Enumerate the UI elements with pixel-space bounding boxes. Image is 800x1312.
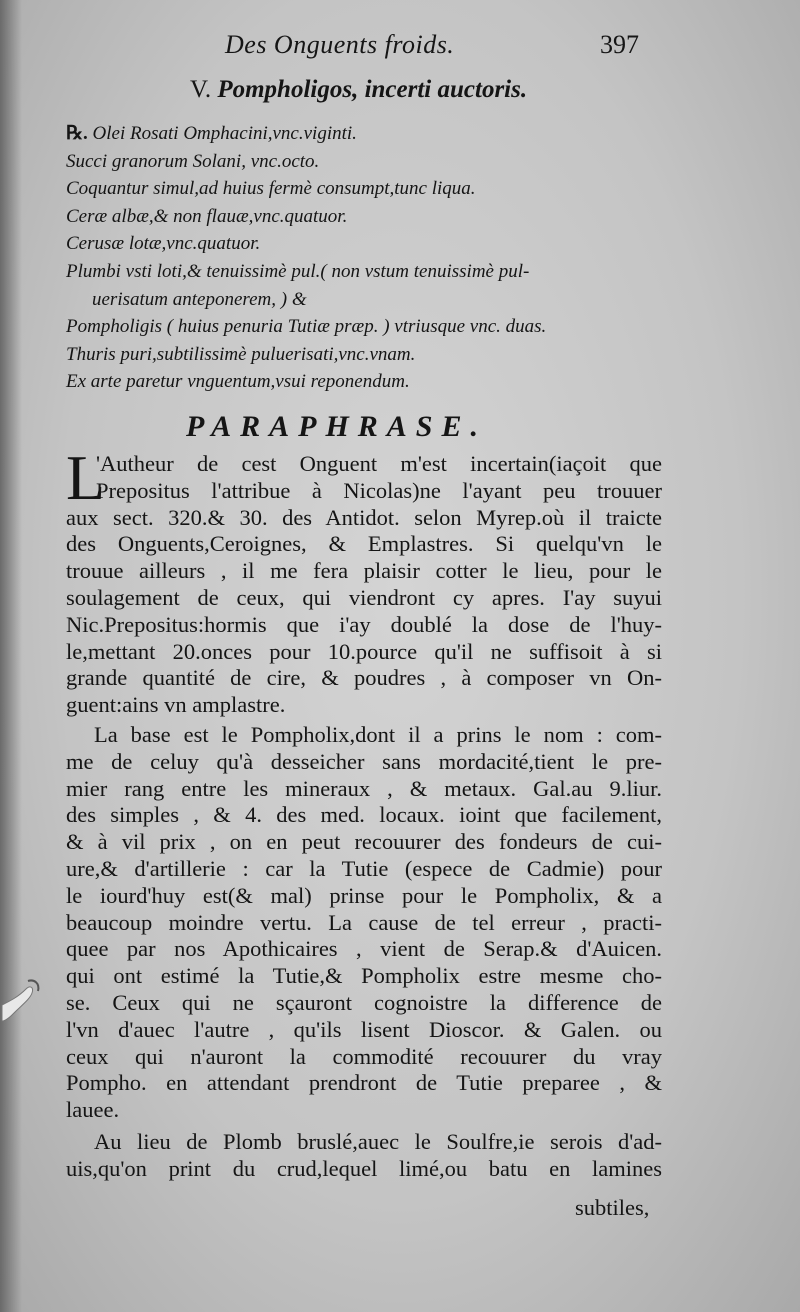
text-line: trouue ailleurs , il me fera plaisir cotter le lieu, pour le [66, 558, 662, 584]
paragraph-3 [66, 1129, 662, 1183]
text-line: le iourd'huy est(& mal) prinse pour le Pompholix, & a [66, 882, 662, 908]
text-line: beaucoup moindre vertu. La cause de tel erreur , practi- [66, 909, 662, 935]
text-line: me de celuy qu'à desseicher sans mordacité,tient le pre- [66, 748, 662, 774]
text-line: mier rang entre les mineraux , & metaux. Gal.au 9.liur. [66, 775, 662, 801]
recipe-title [190, 76, 527, 104]
recipe-rx-symbol: ℞. [66, 123, 88, 144]
text-line: La base est le Pompholix,dont il a prins le nom : com- [94, 721, 662, 747]
paragraph-1 [66, 442, 662, 719]
ingredient-line: Pompholigis ( huius penuria Tutiæ præp. ) vtriusque vnc. duas. [66, 316, 547, 338]
text-line: 'Autheur de cest Onguent m'est incertain(iaçoit que [96, 451, 662, 476]
paraphrase-body [66, 442, 662, 1183]
text-line: qui ont estimé la Tutie,& Pompholix estre mesme cho- [66, 963, 662, 989]
page-number: 397 [600, 30, 639, 59]
text-line: grande quantité de cire, & poudres , à composer vn On- [66, 665, 662, 691]
paragraph-2 [66, 722, 662, 1124]
ingredient-line: ℞. Olei Rosati Omphacini,vnc.viginti. [66, 123, 357, 144]
text-line: Nic.Prepositus:hormis que i'ay doublé la dose de l'huy- [66, 611, 662, 637]
text-line: lauee. [66, 1097, 120, 1123]
recipe-name: Pompholigos, incerti auctoris. [217, 76, 528, 103]
ingredient-line: Thuris puri,subtilissimè puluerisati,vnc.vnam. [66, 343, 416, 365]
text-line: ure,& d'artillerie : car la Tutie (espece de Cadmie) pour [66, 855, 662, 881]
recipe-numeral: V. [190, 76, 212, 103]
text-line: des Onguents,Ceroignes, & Emplastres. Si quelqu'vn le [66, 531, 662, 557]
text-line: quee par nos Apothicaires , vient de Serap.& d'Auicen. [66, 936, 662, 962]
drop-cap: L [66, 442, 106, 513]
ingredient-list [66, 120, 766, 396]
running-head: Des Onguents froids. [225, 30, 455, 59]
text-line: & à vil prix , on en peut recouurer des fondeurs de cui- [66, 829, 662, 855]
text-line: ceux qui n'auront la commodité recouurer du vray [66, 1043, 662, 1069]
text-line: Prepositus l'attribue à Nicolas)ne l'ayant peu trouuer [96, 477, 662, 503]
text-line: le,mettant 20.onces pour 10.pource qu'il ne suffisoit à si [66, 638, 662, 664]
margin-ornament-icon [0, 975, 50, 1023]
text-line: aux sect. 320.& 30. des Antidot. selon Myrep.où il traicte [66, 504, 662, 530]
ingredient-line: Succi granorum Solani, vnc.octo. [66, 150, 320, 172]
page-gutter-shadow [0, 0, 22, 1312]
ingredient-line: Cerusæ lotæ,vnc.quatuor. [66, 233, 261, 255]
section-heading: PARAPHRASE. [186, 410, 488, 443]
text-line: des simples , & 4. des med. locaux. ioint que facilement, [66, 802, 662, 828]
ingredient-line: Ceræ albæ,& non flauæ,vnc.quatuor. [66, 205, 348, 227]
text-line: uis,qu'on print du crud,lequel limé,ou batu en lamines [66, 1155, 662, 1181]
ingredient-line: uerisatum anteponerem, ) & [92, 288, 307, 310]
ingredient-line: Ex arte paretur vnguentum,vsui reponendum. [66, 371, 410, 393]
text-line: se. Ceux qui ne sçauront cognoistre la difference de [66, 989, 662, 1015]
text-line: l'vn d'auec l'autre , qu'ils lisent Dioscor. & Galen. ou [66, 1016, 662, 1042]
text-line: guent:ains vn amplastre. [66, 692, 286, 718]
catchword: subtiles, [575, 1195, 650, 1220]
ingredient-line: Plumbi vsti loti,& tenuissimè pul.( non vstum tenuissimè pul- [66, 260, 530, 282]
text-line: Au lieu de Plomb bruslé,auec le Soulfre,ie serois d'ad- [94, 1128, 662, 1154]
text-line: Pompho. en attendant prendront de Tutie preparee , & [66, 1070, 662, 1096]
text-line: soulagement de ceux, qui viendront cy apres. I'ay suyui [66, 584, 662, 610]
ingredient-line: Coquantur simul,ad huius fermè consumpt,tunc liqua. [66, 178, 476, 200]
